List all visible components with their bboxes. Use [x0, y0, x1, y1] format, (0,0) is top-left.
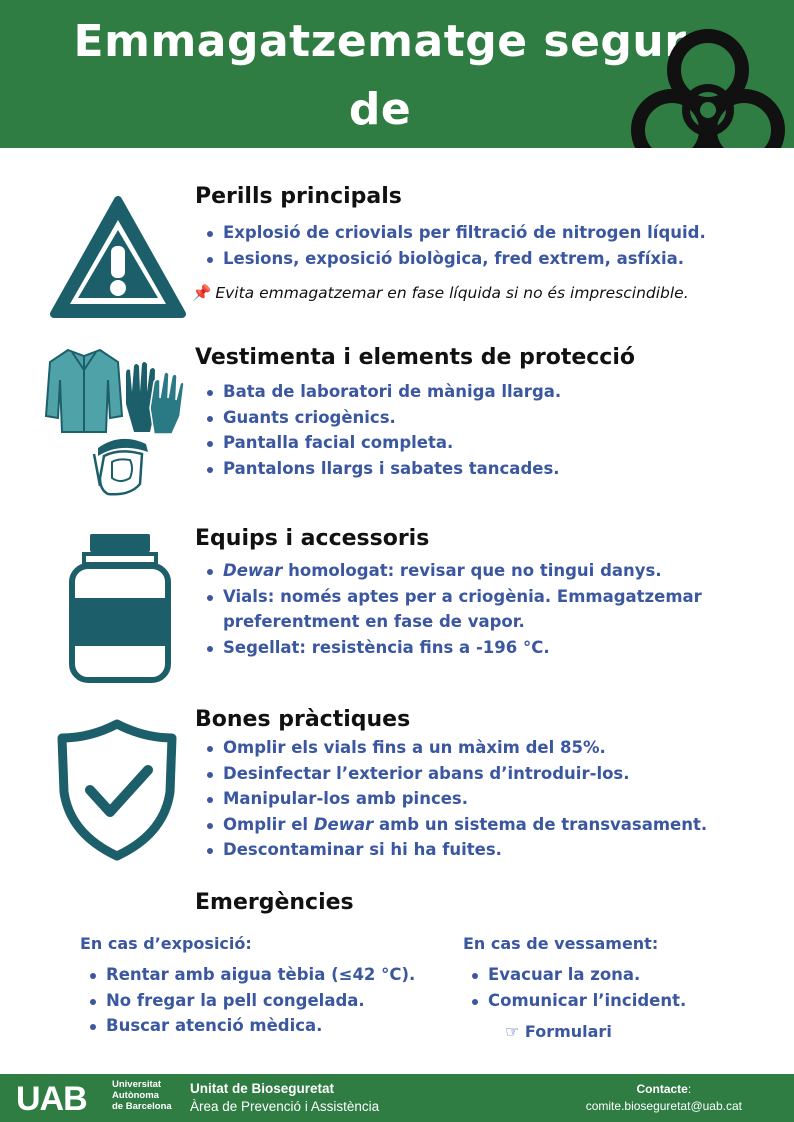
practices-title: Bones pràctiques: [195, 707, 411, 732]
list-item: [205, 812, 707, 838]
warning-icon: [48, 194, 188, 322]
form-link-label: Formulari: [524, 1022, 612, 1041]
contact-email[interactable]: comite.bioseguretat@uab.cat: [585, 1099, 742, 1113]
list-item: Rentar amb aigua tèbia (≤42 °C).: [88, 962, 415, 988]
form-link[interactable]: [505, 1022, 612, 1041]
ppe-title: Vestimenta i elements de protecció: [195, 345, 635, 370]
exposure-list: [88, 962, 415, 1039]
list-item: Explosió de criovials per filtració de nitrogen líquid.: [205, 220, 706, 246]
title-line-2: [60, 144, 700, 148]
university-line: Autònoma: [112, 1090, 159, 1101]
unit-line-2: Àrea de Prevenció i Assistència: [190, 1099, 380, 1114]
equipment-title: Equips i accessoris: [195, 526, 430, 551]
list-item: [205, 584, 702, 635]
item-text: amb un sistema de transvasament.: [373, 814, 708, 834]
title-line-1: Emmagatzematge segur de: [73, 16, 687, 135]
list-item: Omplir els vials fins a un màxim del 85%.: [205, 735, 707, 761]
practices-list: [205, 735, 707, 863]
list-item: Comunicar l’incident.: [470, 988, 686, 1014]
contact-label: Contacte: [636, 1082, 688, 1096]
list-item: Buscar atenció mèdica.: [88, 1013, 415, 1039]
hazards-title: Perills principals: [195, 184, 402, 209]
list-item: Guants criogènics.: [205, 405, 561, 431]
page-title: [60, 8, 700, 148]
contact-block: Contacte: comite.bioseguretat@uab.cat: [585, 1082, 742, 1113]
spill-title: En cas de vessament:: [463, 934, 659, 953]
list-item: [205, 558, 702, 584]
unit-name: [190, 1080, 379, 1116]
list-item: Desinfectar l’exterior abans d’introduir-los.: [205, 761, 707, 787]
pin-icon: 📌: [192, 284, 212, 302]
footer: [0, 1074, 794, 1122]
pointing-hand-icon: ☞: [505, 1022, 520, 1041]
university-name: [112, 1079, 172, 1112]
university-line: de Barcelona: [112, 1101, 172, 1112]
hazards-list: [205, 220, 706, 271]
uab-logo: UAB: [16, 1080, 87, 1118]
exposure-title: En cas d’exposició:: [80, 934, 252, 953]
spill-list: [470, 962, 686, 1013]
list-item: Lesions, exposició biològica, fred extrem, asfíxia.: [205, 246, 706, 272]
shield-check-icon: [56, 718, 178, 862]
university-line: Universitat: [112, 1079, 162, 1090]
hazards-note: [192, 284, 689, 302]
face-shield-icon: [90, 434, 152, 500]
item-text: Omplir el: [223, 814, 314, 834]
list-item: Segellat: resistència fins a -196 °C.: [205, 635, 702, 661]
list-item: Pantalla facial completa.: [205, 430, 561, 456]
note-text: Evita emmagatzemar en fase líquida si no és imprescindible.: [215, 284, 689, 302]
list-item: Descontaminar si hi ha fuites.: [205, 837, 707, 863]
item-text: homologat: revisar que no tingui danys.: [282, 561, 662, 580]
list-item: Bata de laboratori de màniga llarga.: [205, 379, 561, 405]
item-text: preferentment en fase de vapor.: [223, 612, 525, 631]
dewar-term: Dewar: [223, 561, 283, 580]
biohazard-icon: [628, 22, 788, 148]
header-banner: [0, 0, 794, 148]
lab-coat-icon: [44, 346, 124, 436]
ppe-list: [205, 379, 561, 481]
emergencies-title: Emergències: [195, 890, 354, 915]
list-item: Pantalons llargs i sabates tancades.: [205, 456, 561, 482]
dewar-term: Dewar: [313, 814, 374, 834]
item-text: Vials: només aptes per a criogènia. Emmagatzemar: [223, 586, 702, 606]
gloves-icon: [120, 358, 186, 436]
list-item: No fregar la pell congelada.: [88, 988, 415, 1014]
list-item: Manipular-los amb pinces.: [205, 786, 707, 812]
unit-line-1: Unitat de Bioseguretat: [190, 1081, 335, 1096]
container-icon: [68, 532, 172, 684]
list-item: Evacuar la zona.: [470, 962, 686, 988]
equipment-list: [205, 558, 702, 660]
